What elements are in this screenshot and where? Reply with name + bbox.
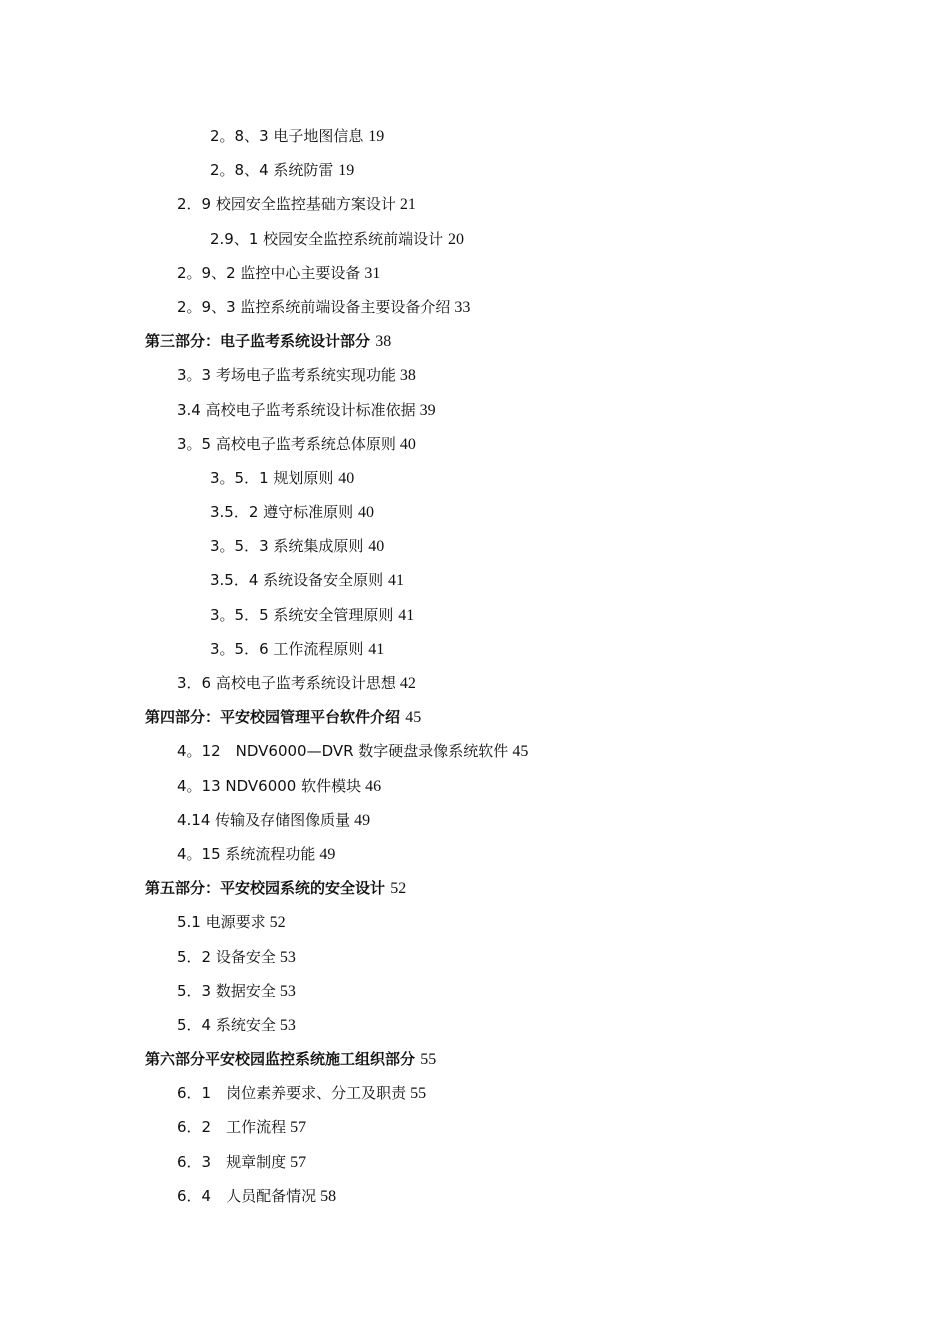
toc-entry-title: 4。13 NDV6000 软件模块 bbox=[177, 776, 362, 795]
toc-entry-page-number: 57 bbox=[290, 1119, 307, 1137]
toc-entry-title: 2。8、4 系统防雷 bbox=[210, 161, 334, 180]
toc-entry-title: 3.5．4 系统设备安全原则 bbox=[210, 571, 384, 590]
toc-entry-page-number: 53 bbox=[279, 948, 296, 966]
toc-entry-page-number: 40 bbox=[338, 469, 355, 487]
toc-entry[interactable] bbox=[0, 803, 950, 837]
toc-entry-title: 第四部分：平安校园管理平台软件介绍 bbox=[145, 708, 401, 727]
toc-entry[interactable] bbox=[0, 358, 950, 392]
toc-entry[interactable] bbox=[0, 734, 950, 768]
toc-entry-title: 6．2 工作流程 bbox=[177, 1118, 287, 1137]
toc-entry-page-number: 42 bbox=[399, 675, 416, 692]
toc-entry-page-number: 45 bbox=[512, 743, 529, 761]
toc-entry-page-number: 31 bbox=[364, 264, 381, 282]
toc-entry-title: 6．4 人员配备情况 bbox=[177, 1186, 317, 1205]
toc-entry-title: 4。12 NDV6000—DVR 数字硬盘录像系统软件 bbox=[177, 742, 509, 761]
toc-entry-title: 3。3 考场电子监考系统实现功能 bbox=[177, 366, 396, 385]
toc-entry[interactable] bbox=[0, 974, 950, 1008]
toc-entry[interactable] bbox=[0, 837, 950, 871]
toc-entry-page-number: 40 bbox=[399, 435, 416, 453]
toc-entry[interactable] bbox=[0, 700, 950, 734]
toc-entry[interactable] bbox=[0, 905, 950, 939]
toc-entry-title: 5．3 数据安全 bbox=[177, 981, 276, 1000]
toc-entry-page-number: 45 bbox=[405, 709, 422, 727]
toc-entry-page-number: 20 bbox=[447, 230, 464, 248]
toc-entry-title: 3．6 高校电子监考系统设计思想 bbox=[177, 674, 396, 692]
toc-entry[interactable] bbox=[0, 940, 950, 974]
toc-entry[interactable] bbox=[0, 153, 950, 187]
toc-entry-title: 2.9、1 校园安全监控系统前端设计 bbox=[210, 229, 444, 248]
toc-entry-title: 3。5．5 系统安全管理原则 bbox=[210, 605, 394, 624]
toc-entry-page-number: 40 bbox=[357, 504, 374, 522]
toc-entry-page-number: 41 bbox=[368, 640, 385, 658]
toc-entry[interactable] bbox=[0, 1008, 950, 1042]
toc-entry[interactable] bbox=[0, 222, 950, 256]
toc-entry-page-number: 33 bbox=[454, 298, 471, 316]
toc-entry-title: 第三部分：电子监考系统设计部分 bbox=[145, 332, 371, 351]
toc-entry-title: 3。5 高校电子监考系统总体原则 bbox=[177, 434, 396, 453]
toc-entry[interactable] bbox=[0, 393, 950, 427]
toc-entry-title: 5．2 设备安全 bbox=[177, 947, 276, 966]
toc-entry[interactable] bbox=[0, 427, 950, 461]
toc-entry-title: 第六部分平安校园监控系统施工组织部分 bbox=[145, 1050, 416, 1069]
table-of-contents bbox=[0, 119, 950, 1213]
toc-entry-page-number: 53 bbox=[279, 982, 296, 1000]
toc-entry-page-number: 57 bbox=[290, 1153, 307, 1171]
toc-entry-title: 3。5．6 工作流程原则 bbox=[210, 639, 364, 658]
toc-entry-page-number: 21 bbox=[399, 196, 416, 214]
toc-entry[interactable] bbox=[0, 632, 950, 666]
toc-entry[interactable] bbox=[0, 187, 950, 221]
toc-entry-page-number: 38 bbox=[399, 367, 416, 385]
toc-entry-title: 4.14 传输及存储图像质量 bbox=[177, 810, 351, 829]
toc-entry[interactable] bbox=[0, 1076, 950, 1110]
toc-entry-title: 4。15 系统流程功能 bbox=[177, 844, 316, 863]
toc-entry-title: 5.1 电源要求 bbox=[177, 913, 266, 932]
toc-entry-title: 2。9、3 监控系统前端设备主要设备介绍 bbox=[177, 297, 451, 316]
toc-entry[interactable] bbox=[0, 769, 950, 803]
toc-entry-page-number: 55 bbox=[410, 1085, 427, 1103]
toc-entry-title: 3。5．1 规划原则 bbox=[210, 468, 334, 487]
toc-entry[interactable] bbox=[0, 871, 950, 905]
toc-entry-page-number: 39 bbox=[419, 401, 436, 419]
toc-entry[interactable] bbox=[0, 461, 950, 495]
toc-entry-title: 2．9 校园安全监控基础方案设计 bbox=[177, 195, 396, 214]
toc-entry-title: 2。8、3 电子地图信息 bbox=[210, 127, 364, 145]
toc-entry[interactable] bbox=[0, 1179, 950, 1213]
toc-entry-title: 3。5．3 系统集成原则 bbox=[210, 537, 364, 556]
toc-entry-title: 第五部分：平安校园系统的安全设计 bbox=[145, 879, 386, 898]
toc-entry-page-number: 49 bbox=[354, 811, 371, 829]
toc-entry-page-number: 52 bbox=[269, 914, 286, 932]
toc-entry-title: 6．1 岗位素养要求、分工及职责 bbox=[177, 1084, 407, 1103]
toc-entry[interactable] bbox=[0, 529, 950, 563]
toc-entry-page-number: 52 bbox=[390, 880, 407, 898]
toc-entry[interactable] bbox=[0, 495, 950, 529]
toc-entry-page-number: 41 bbox=[398, 606, 415, 624]
toc-entry-page-number: 19 bbox=[368, 128, 385, 145]
toc-entry-page-number: 38 bbox=[375, 333, 392, 351]
toc-entry[interactable] bbox=[0, 256, 950, 290]
toc-entry-title: 3.4 高校电子监考系统设计标准依据 bbox=[177, 400, 416, 419]
toc-entry-title: 6．3 规章制度 bbox=[177, 1152, 287, 1171]
toc-entry[interactable] bbox=[0, 290, 950, 324]
toc-entry-page-number: 58 bbox=[320, 1187, 337, 1205]
toc-entry-title: 2。9、2 监控中心主要设备 bbox=[177, 263, 361, 282]
toc-entry[interactable] bbox=[0, 119, 950, 153]
toc-entry[interactable] bbox=[0, 1145, 950, 1179]
toc-entry[interactable] bbox=[0, 1110, 950, 1144]
toc-entry[interactable] bbox=[0, 563, 950, 597]
toc-entry-page-number: 53 bbox=[279, 1016, 296, 1034]
toc-entry-page-number: 46 bbox=[365, 777, 382, 795]
toc-entry-page-number: 41 bbox=[387, 572, 404, 590]
toc-entry[interactable] bbox=[0, 1042, 950, 1076]
toc-entry-page-number: 19 bbox=[338, 162, 355, 180]
toc-entry-page-number: 40 bbox=[368, 538, 385, 556]
toc-entry[interactable] bbox=[0, 324, 950, 358]
toc-entry-title: 3.5．2 遵守标准原则 bbox=[210, 503, 354, 522]
toc-entry[interactable] bbox=[0, 666, 950, 700]
toc-entry[interactable] bbox=[0, 598, 950, 632]
toc-entry-title: 5．4 系统安全 bbox=[177, 1015, 276, 1034]
toc-entry-page-number: 55 bbox=[420, 1051, 437, 1069]
toc-entry-page-number: 49 bbox=[319, 845, 336, 863]
